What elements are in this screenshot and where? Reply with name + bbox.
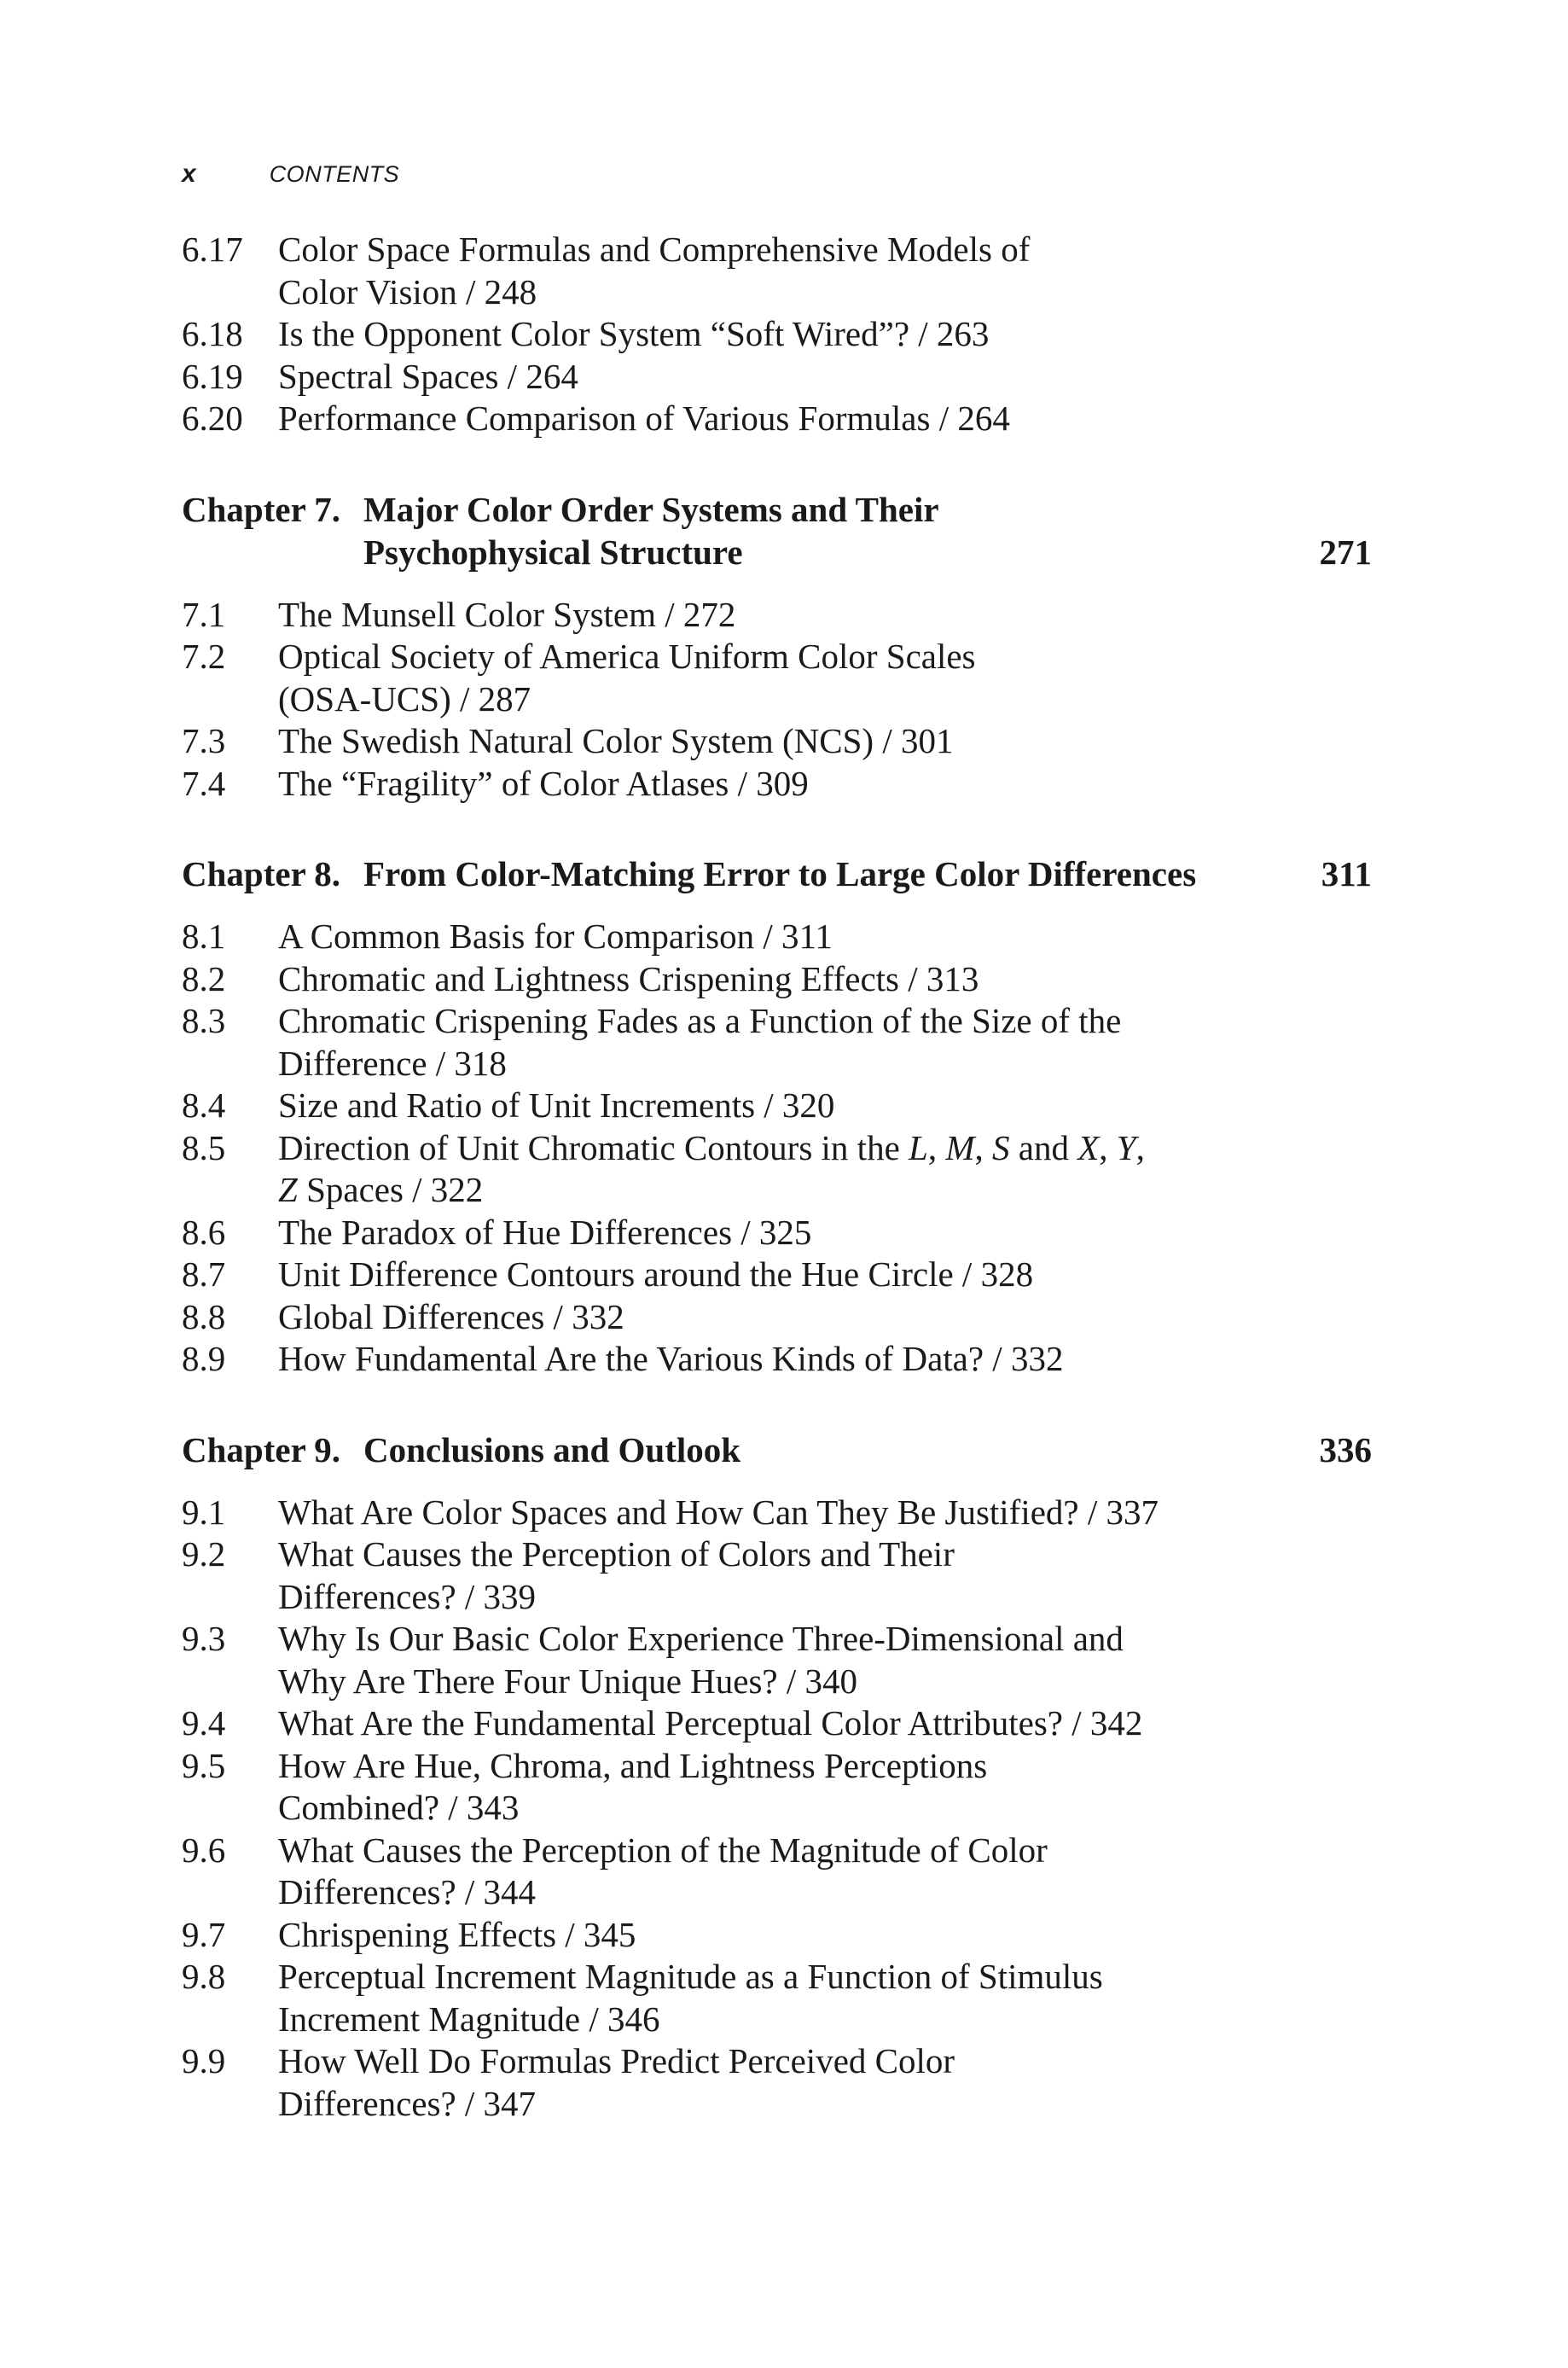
section-number: 9.4 <box>182 1703 226 1743</box>
section-title: What Are the Fundamental Perceptual Color Attributes? / 342 <box>278 1703 1143 1743</box>
section-number: 8.9 <box>182 1339 226 1378</box>
section-title: Spectral Spaces / 264 <box>278 356 578 396</box>
chapter-title: Conclusions and Outlook <box>363 1429 741 1469</box>
section-number: 8.1 <box>182 916 226 956</box>
chapter-label: Chapter 8. <box>182 854 341 893</box>
toc-entry-9-8[interactable] <box>182 1956 1372 2040</box>
chapter-title: From Color-Matching Error to Large Color Differences <box>363 854 1197 893</box>
toc-entry-9-4[interactable] <box>182 1702 1372 1745</box>
chapter-label: Chapter 9. <box>182 1429 341 1469</box>
page-folio: x <box>182 160 196 188</box>
toc-entry-9-9[interactable] <box>182 2040 1372 2125</box>
chapter-title-line-1: Major Color Order Systems and Their <box>363 489 939 529</box>
section-title: How Well Do Formulas Predict Perceived Color Differences? / 347 <box>278 2041 955 2123</box>
section-title: Performance Comparison of Various Formulas / 264 <box>278 399 1010 438</box>
section-title: The Swedish Natural Color System (NCS) / 301 <box>278 721 954 760</box>
toc-entry-6-20[interactable] <box>182 398 1372 440</box>
section-number: 8.2 <box>182 958 226 998</box>
toc-entry-6-17[interactable] <box>182 229 1372 313</box>
section-title: Chromatic and Lightness Crispening Effects / 313 <box>278 958 979 998</box>
toc-entry-8-5[interactable] <box>182 1127 1372 1212</box>
section-number: 7.2 <box>182 637 226 676</box>
toc-entry-8-9[interactable] <box>182 1338 1372 1381</box>
toc-entry-7-4[interactable] <box>182 763 1372 806</box>
section-title: What Causes the Perception of Colors and Their Differences? / 339 <box>278 1534 955 1616</box>
chapter-label: Chapter 7. <box>182 489 341 529</box>
chapter-8-heading[interactable] <box>182 852 1372 895</box>
section-number: 9.7 <box>182 1914 226 1954</box>
section-number: 9.6 <box>182 1830 226 1870</box>
section-title: Perceptual Increment Magnitude as a Function of Stimulus Increment Magnitude / 346 <box>278 1957 1103 2039</box>
toc-entry-9-3[interactable] <box>182 1618 1372 1702</box>
section-title: Chromatic Crispening Fades as a Function of the Size of the Difference / 318 <box>278 1001 1122 1083</box>
toc-entry-8-1[interactable] <box>182 916 1372 958</box>
section-number: 9.3 <box>182 1619 226 1658</box>
section-number: 9.1 <box>182 1492 226 1532</box>
section-title: Unit Difference Contours around the Hue Circle / 328 <box>278 1254 1034 1294</box>
section-title: The Paradox of Hue Differences / 325 <box>278 1212 812 1252</box>
section-title: Chrispening Effects / 345 <box>278 1914 636 1954</box>
section-title: The Munsell Color System / 272 <box>278 594 736 634</box>
toc-entry-8-7[interactable] <box>182 1254 1372 1296</box>
section-number: 6.19 <box>182 356 243 396</box>
toc-entry-8-6[interactable] <box>182 1212 1372 1254</box>
toc-entry-7-2[interactable] <box>182 636 1372 720</box>
chapter-page-number: 311 <box>1321 854 1372 893</box>
section-number: 9.2 <box>182 1534 226 1574</box>
section-number: 8.7 <box>182 1254 226 1294</box>
section-title: Is the Opponent Color System “Soft Wired”? / 263 <box>278 314 990 353</box>
section-title: How Are Hue, Chroma, and Lightness Perceptions Combined? / 343 <box>278 1745 988 1827</box>
chapter-page-number: 271 <box>1319 532 1372 572</box>
toc-entry-7-3[interactable] <box>182 720 1372 763</box>
section-number: 8.6 <box>182 1212 226 1252</box>
toc-entry-8-8[interactable] <box>182 1296 1372 1339</box>
chapter-7-heading[interactable] <box>182 488 1372 573</box>
toc-entry-6-19[interactable] <box>182 356 1372 399</box>
section-number: 8.5 <box>182 1127 226 1167</box>
running-head <box>182 157 399 191</box>
toc-entry-8-4[interactable] <box>182 1085 1372 1127</box>
section-number: 9.8 <box>182 1957 226 1996</box>
section-number: 6.17 <box>182 230 243 269</box>
section-title: The “Fragility” of Color Atlases / 309 <box>278 763 809 803</box>
section-title: What Are Color Spaces and How Can They Be Justified? / 337 <box>278 1492 1159 1532</box>
section-title: What Causes the Perception of the Magnitude of Color Differences? / 344 <box>278 1830 1048 1911</box>
section-number: 8.8 <box>182 1296 226 1336</box>
section-number: 8.3 <box>182 1001 226 1040</box>
toc-entry-8-2[interactable] <box>182 958 1372 1001</box>
section-number: 9.9 <box>182 2041 226 2080</box>
section-title: Optical Society of America Uniform Color Scales (OSA-UCS) / 287 <box>278 637 976 719</box>
section-number: 7.4 <box>182 763 226 803</box>
toc-entry-9-2[interactable] <box>182 1533 1372 1618</box>
section-number: 6.18 <box>182 314 243 353</box>
chapter-9-heading[interactable] <box>182 1428 1372 1471</box>
chapter-page-number: 336 <box>1319 1429 1372 1469</box>
toc-entry-9-1[interactable] <box>182 1492 1372 1534</box>
section-number: 7.3 <box>182 721 226 760</box>
toc-entry-6-18[interactable] <box>182 313 1372 356</box>
toc-entry-8-3[interactable] <box>182 1000 1372 1085</box>
section-number: 8.4 <box>182 1085 226 1125</box>
running-head-title: CONTENTS <box>269 160 400 187</box>
toc-entry-7-1[interactable] <box>182 594 1372 637</box>
section-number: 6.20 <box>182 399 243 438</box>
toc-entry-9-7[interactable] <box>182 1914 1372 1957</box>
toc-entry-9-5[interactable] <box>182 1745 1372 1830</box>
chapter-title-line-2: Psychophysical Structure <box>363 532 743 572</box>
section-title: Size and Ratio of Unit Increments / 320 <box>278 1085 835 1125</box>
table-of-contents <box>182 229 1372 2125</box>
section-number: 7.1 <box>182 594 226 634</box>
toc-entry-9-6[interactable] <box>182 1830 1372 1914</box>
section-title: Direction of Unit Chromatic Contours in the L, M, S and X, Y, Z Spaces / 322 <box>278 1127 1145 1209</box>
section-title: Global Differences / 332 <box>278 1296 624 1336</box>
section-title: Color Space Formulas and Comprehensive Models of Color Vision / 248 <box>278 230 1031 311</box>
section-title: A Common Basis for Comparison / 311 <box>278 916 833 956</box>
section-title: How Fundamental Are the Various Kinds of Data? / 332 <box>278 1339 1064 1378</box>
section-title: Why Is Our Basic Color Experience Three-Dimensional and Why Are There Four Unique Hues? / 340 <box>278 1619 1124 1701</box>
section-number: 9.5 <box>182 1745 226 1785</box>
